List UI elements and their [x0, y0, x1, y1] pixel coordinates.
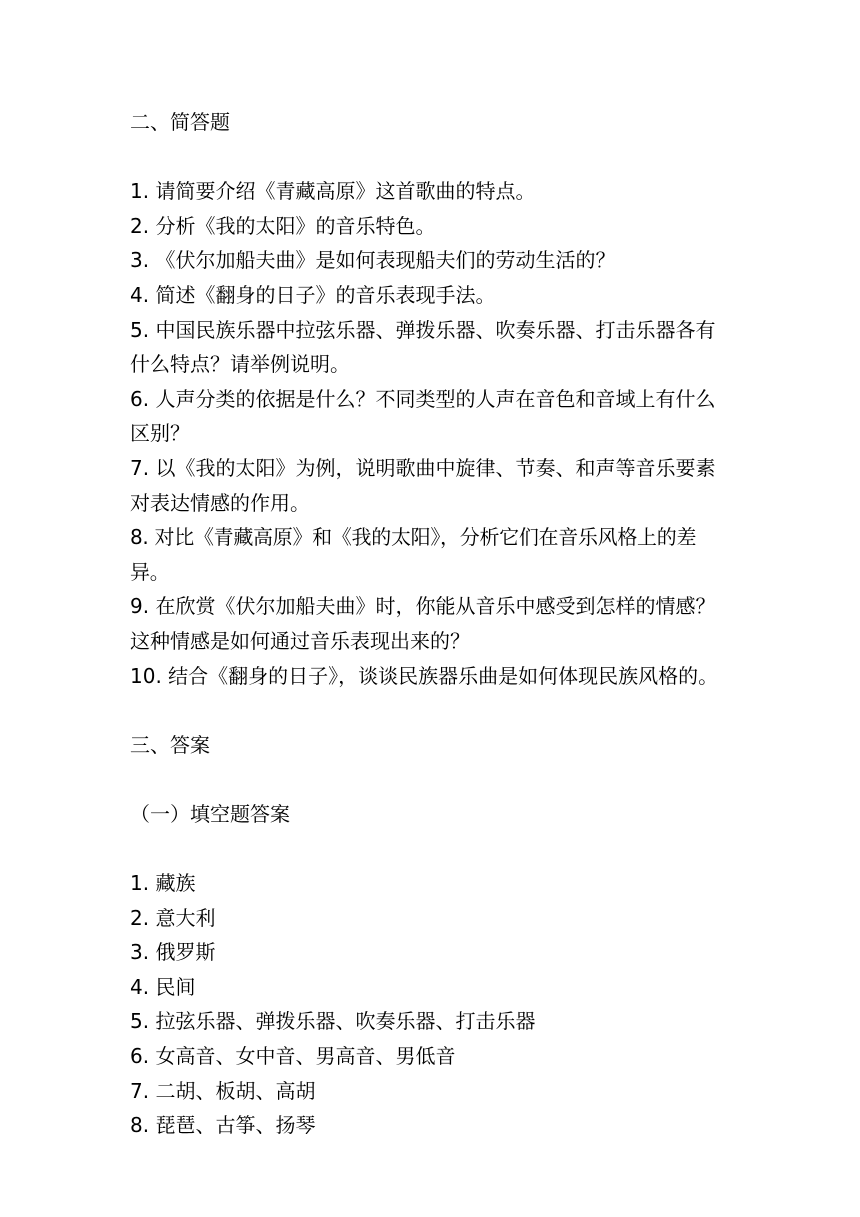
question-item: 3. 《伏尔加船夫曲》是如何表现船夫们的劳动生活的？	[130, 248, 616, 273]
answer-item: 6. 女高音、女中音、男高音、男低音	[130, 1044, 456, 1069]
question-item: 8. 对比《青藏高原》和《我的太阳》，分析它们在音乐风格上的差异。	[130, 525, 697, 584]
subsection-heading-fill-in-answers: （一）填空题答案	[130, 801, 290, 826]
spacer	[130, 762, 735, 797]
document-page	[130, 105, 735, 1143]
section-heading-answers: 三、答案	[130, 732, 210, 757]
question-item: 7. 以《我的太阳》为例，说明歌曲中旋律、节奏、和声等音乐要素对表达情感的作用。	[130, 455, 716, 515]
question-item: 2. 分析《我的太阳》的音乐特色。	[130, 213, 436, 238]
spacer	[130, 831, 735, 866]
spacer	[130, 140, 735, 175]
question-item: 4. 简述《翻身的日子》的音乐表现手法。	[130, 282, 496, 307]
question-item: 6. 人声分类的依据是什么？不同类型的人声在音色和音域上有什么区别？	[130, 386, 716, 446]
question-item: 10. 结合《翻身的日子》，谈谈民族器乐曲是如何体现民族风格的。	[130, 663, 719, 688]
answer-item: 4. 民间	[130, 974, 196, 999]
question-item: 5. 中国民族乐器中拉弦乐器、弹拨乐器、吹奏乐器、打击乐器各有什么特点？请举例说明。	[130, 317, 716, 377]
answer-item: 3. 俄罗斯	[130, 940, 216, 965]
answer-item: 7. 二胡、板胡、高胡	[130, 1078, 316, 1103]
answer-item: 2. 意大利	[130, 905, 216, 930]
answer-item: 1. 藏族	[130, 871, 196, 896]
section-heading-short-answer: 二、简答题	[130, 110, 230, 134]
answer-item: 8. 琵琶、古筝、扬琴	[130, 1113, 316, 1138]
answer-item: 5. 拉弦乐器、弹拨乐器、吹奏乐器、打击乐器	[130, 1009, 536, 1034]
question-item: 9. 在欣赏《伏尔加船夫曲》时，你能从音乐中感受到怎样的情感？这种情感是如何通过音乐表现出来的？	[130, 594, 716, 653]
question-item: 1. 请简要介绍《青藏高原》这首歌曲的特点。	[130, 179, 536, 204]
spacer	[130, 693, 735, 728]
